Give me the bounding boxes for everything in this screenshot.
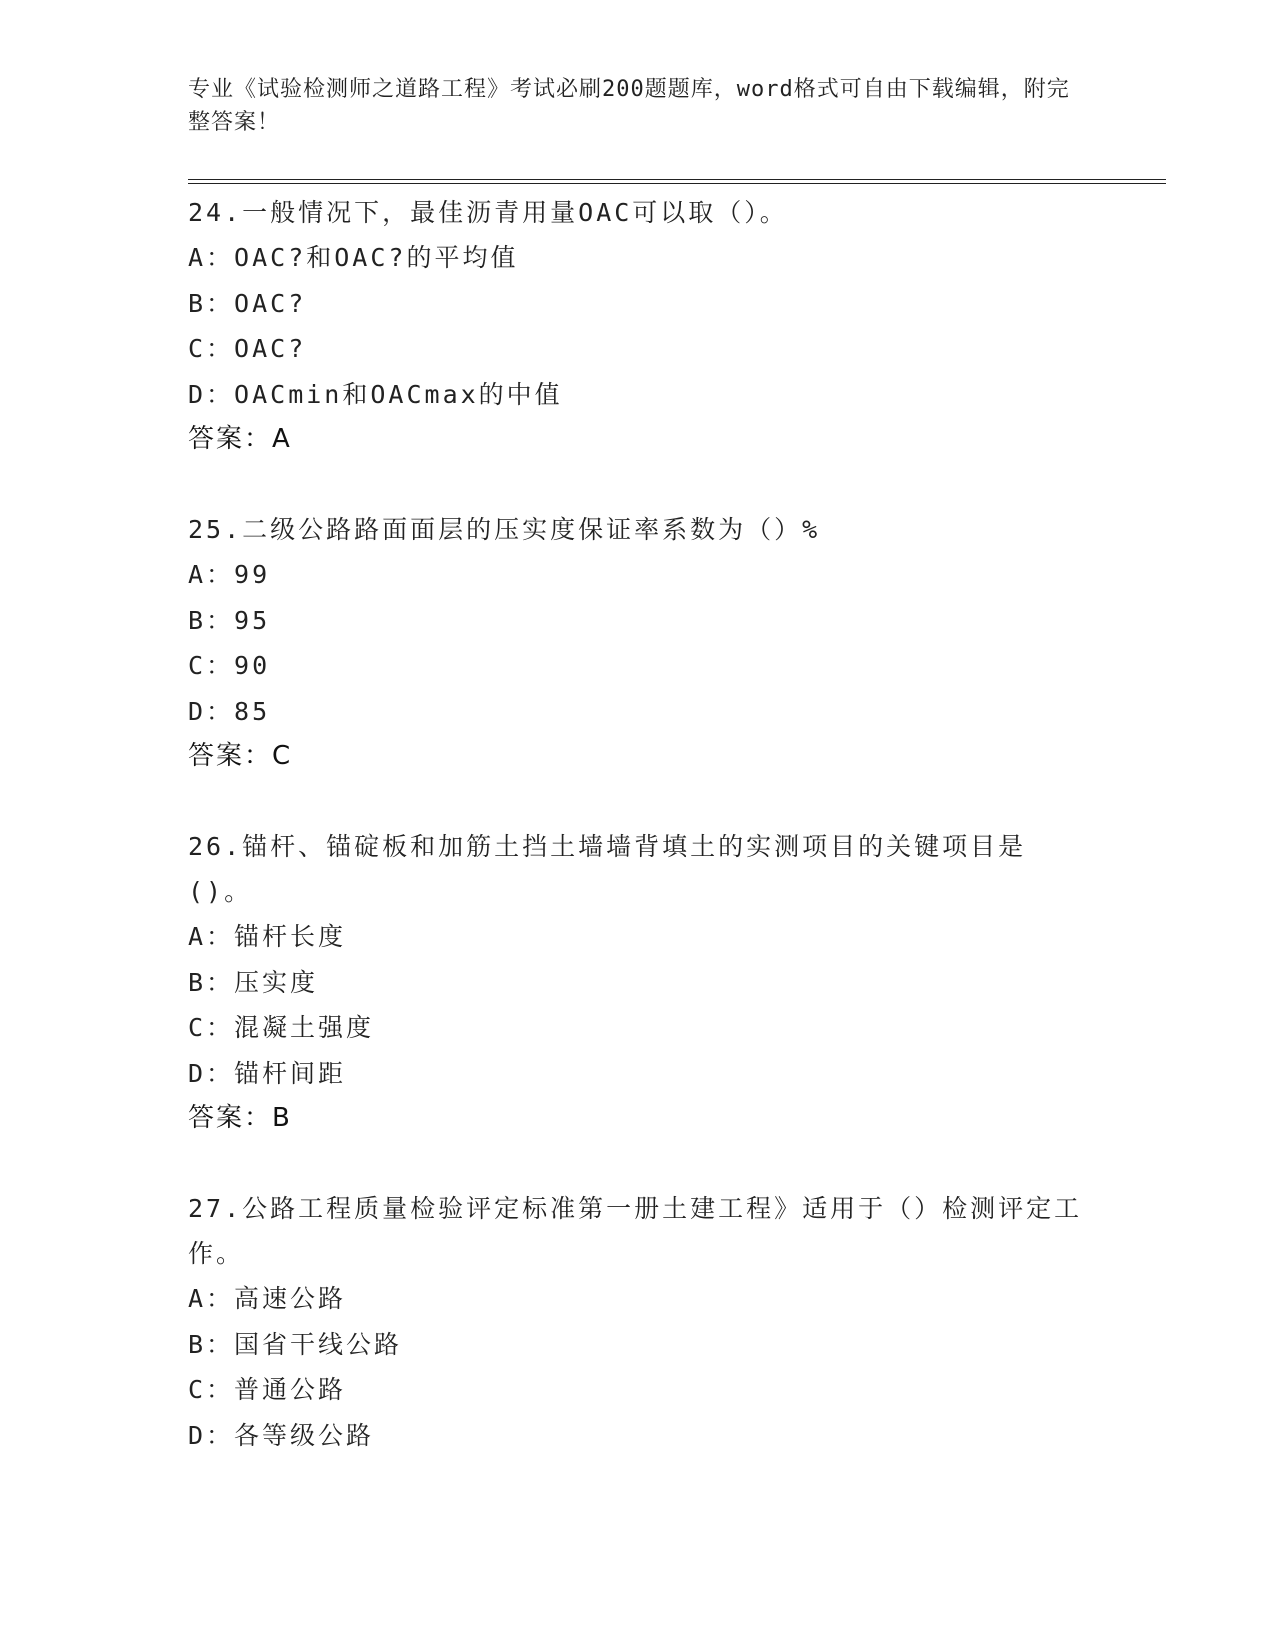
question-26 xyxy=(188,824,1188,1141)
question-text: 27.公路工程质量检验评定标准第一册土建工程》适用于（）检测评定工作。 xyxy=(188,1194,1083,1268)
question-list xyxy=(188,190,1188,1503)
option-a: A：99 xyxy=(188,560,271,589)
document-header: 专业《试验检测师之道路工程》考试必刷200题题库，word格式可自由下载编辑，附完整答案！ xyxy=(188,77,1070,135)
option-c: C：混凝土强度 xyxy=(188,1013,375,1042)
option-b: B：国省干线公路 xyxy=(188,1329,403,1359)
option-b: B：压实度 xyxy=(188,967,319,997)
option-a: A：高速公路 xyxy=(188,1284,347,1313)
question-text: 26.锚杆、锚碇板和加筋土挡土墙墙背填土的实测项目的关键项目是()。 xyxy=(188,832,1027,906)
answer: 答案：C xyxy=(188,741,293,771)
question-text: 25.二级公路路面面层的压实度保证率系数为（）% xyxy=(188,515,821,544)
option-d: D：各等级公路 xyxy=(188,1420,375,1450)
question-24 xyxy=(188,190,1188,462)
question-27 xyxy=(188,1186,1188,1458)
option-d: D：锚杆间距 xyxy=(188,1058,347,1088)
option-c: C：普通公路 xyxy=(188,1375,347,1404)
answer: 答案：B xyxy=(188,1103,292,1133)
question-25 xyxy=(188,507,1188,779)
option-c: C：90 xyxy=(188,651,271,680)
option-a: A：OAC?和OAC?的平均值 xyxy=(188,243,519,272)
question-text: 24.一般情况下，最佳沥青用量OAC可以取（）。 xyxy=(188,198,788,227)
option-b: B：OAC? xyxy=(188,288,307,318)
option-c: C：OAC? xyxy=(188,334,307,363)
option-d: D：OACmin和OACmax的中值 xyxy=(188,379,563,409)
option-b: B：95 xyxy=(188,605,271,635)
option-d: D：85 xyxy=(188,696,271,726)
option-a: A：锚杆长度 xyxy=(188,922,347,951)
header-divider xyxy=(188,179,1166,184)
answer: 答案：A xyxy=(188,424,292,454)
